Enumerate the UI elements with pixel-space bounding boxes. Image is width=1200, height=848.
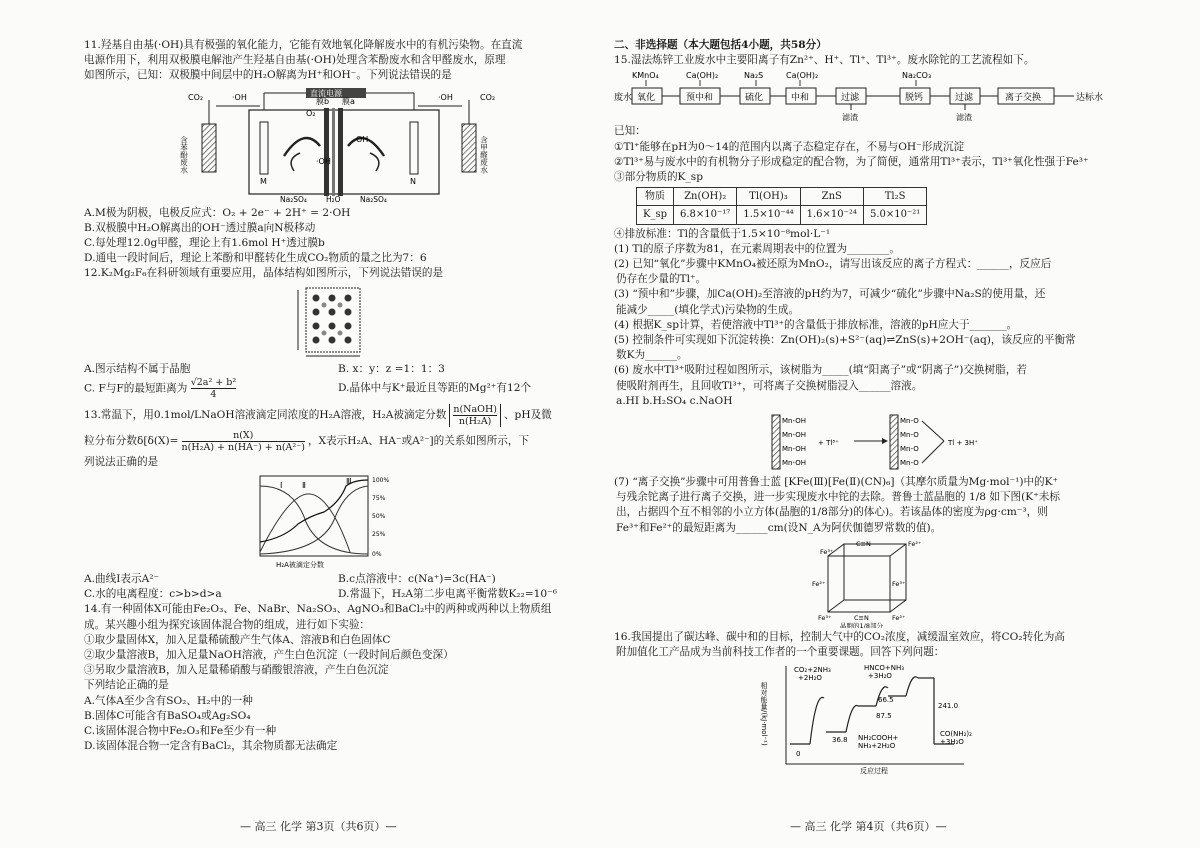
q14 <box>84 602 592 754</box>
state-4b: +3H₂O <box>940 738 964 747</box>
footer-right: — 高三 化学 第4页（共6页）— <box>790 820 947 833</box>
q13-option-b: B.c点溶液中：c(Na⁺)=3c(HA⁻) <box>338 573 496 586</box>
chart-xlabel: H₂A被滴定分数 <box>276 561 324 570</box>
process-flow <box>614 70 1124 122</box>
state-3: NH₂COOH+ <box>858 734 899 743</box>
curve-1 <box>260 486 368 554</box>
oh-left-label: ·OH <box>232 92 247 102</box>
co2-right-label: CO₂ <box>480 92 496 102</box>
resin-right <box>890 415 898 469</box>
q12-stem: 12.K₂Mg₂F₆在科研领域有重要应用，晶体结构如图所示，下列说法错误的是 <box>84 267 444 280</box>
q11-electrolysis-figure <box>84 86 592 204</box>
energy-66-5: 66.5 <box>878 696 894 705</box>
resin-figure <box>614 411 1124 473</box>
right-tick-25: 25% <box>372 531 386 539</box>
q13-frac2-num: n(X) <box>182 430 305 442</box>
formaldehyde-label: 含甲醛废水 <box>479 135 489 174</box>
q15-sub-1: (1) Tl的原子序数为81，在元素周期表中的位置为________。 <box>614 242 900 255</box>
resin-plus-tl: + Tl³⁺ <box>818 439 839 448</box>
q13-frac2-den: n(H₂A) + n(HA⁻) + n(A²⁻) <box>181 442 305 454</box>
phenol-label: 含苯酚废水 <box>179 135 189 174</box>
fe2-bottom-right: Fe²⁺ <box>892 613 906 622</box>
step-filter-1: 过滤 <box>841 93 860 104</box>
curve-3 <box>260 486 368 554</box>
step-ion-exchange: 离子交换 <box>1005 93 1042 104</box>
power-label: 直流电源 <box>310 88 342 98</box>
known-1: ①Tl⁺能够在pH为0～14的范围内以离子态稳定存在，不易与OH⁻形成沉淀 <box>614 140 965 153</box>
q15-sub-4: (4) 根据K_sp计算，若使溶液中Tl³⁺的含量低于排放标准，溶液的pH应大于_______。 <box>614 318 1018 331</box>
q14-line-5: ③另取少量溶液B，加入足量稀硝酸与硝酸银溶液，产生白色沉淀 <box>84 664 389 677</box>
ph-curve <box>260 480 368 542</box>
q15-sub-6b: 使吸附剂再生，且回收Tl³⁺，可将离子交换树脂浸入______溶液。 <box>616 379 923 392</box>
ksp-h2: Tl(OH)₃ <box>737 188 800 206</box>
q15-sub-6-options: a.HI b.H₂SO₄ c.NaOH <box>616 394 733 407</box>
ksp-h4: Tl₂S <box>863 188 926 206</box>
roman-3: Ⅲ <box>346 477 352 487</box>
resin-after-3: Mn-O <box>900 445 919 454</box>
q15-sub-7c: 出，占据四个互不相邻的小立方体(晶胞的1/8部分)的体心)。若该晶体的密度为ρg·cm⁻³，则 <box>616 506 1048 519</box>
q11-stem-3: 如图所示，已知：双极膜中间层中的H₂O解离为H⁺和OH⁻。下列说法错误的是 <box>84 69 452 82</box>
q12-option-c-fraction <box>191 377 236 400</box>
q13-l2-pre: 粒分布分数δ[δ(X)= <box>84 435 179 448</box>
phenol-tank <box>202 124 216 172</box>
flow-end: 达标水 <box>1076 93 1104 104</box>
footer-left: — 高三 化学 第3页（共6页）— <box>240 820 397 833</box>
cube-back <box>844 544 906 600</box>
q13-line3: 列说法正确的是 <box>84 455 159 468</box>
energy-87-5: 87.5 <box>876 712 892 721</box>
ksp-table <box>636 187 927 224</box>
q11-stem-1: 11.羟基自由基(·OH)具有极强的氧化能力，它能有效地氧化降解废水中的有机污染物。在直流 <box>84 39 523 51</box>
ksp-row-label: K_sp <box>637 206 674 224</box>
ksp-v3: 1.6×10⁻²⁴ <box>800 206 863 224</box>
q15-stem: 15.湿法炼锌工业废水中主要阳离子有Zn²⁺、H⁺、Tl⁺、Tl³⁺。废水除铊的工艺流程如下。 <box>614 54 1035 67</box>
fe2-top-right: Fe²⁺ <box>908 539 922 548</box>
step-filter-2: 过滤 <box>955 93 974 104</box>
q11 <box>84 38 592 266</box>
resin-group-4: Mn-OH <box>782 459 806 468</box>
state-4: CO(NH₂)₂ <box>940 730 972 739</box>
state-1: CO₂+2NH₃ <box>794 666 831 675</box>
q14-line-1: 14.有一种固体X可能由Fe₂O₃、Fe、NaBr、Na₂SO₃、AgNO₃和BaCl₂中的两种或两种以上物质组 <box>84 603 552 616</box>
q13-option-a: A.曲线Ⅰ表示A²⁻ <box>84 573 160 586</box>
resin-adsorption <box>614 411 1124 473</box>
roman-1: Ⅰ <box>280 481 283 491</box>
known-2: ②Tl³⁺易与废水中的有机物分子形成稳定的配合物，为了简便，通常用Tl³⁺表示，Tl³⁺氧化性强于Fe³⁺ <box>614 155 1089 168</box>
membrane-a <box>338 108 343 196</box>
energy-0: 0 <box>796 750 801 759</box>
cn-top: C≡N <box>856 539 871 548</box>
q13-options-row2 <box>84 587 592 602</box>
q13-titration-fraction <box>449 404 501 427</box>
step-decalcify: 脱钙 <box>905 93 924 104</box>
left-arrow <box>284 138 320 156</box>
q11-option-c: C.每处理12.0g甲醛，理论上有1.6mol H⁺透过膜b <box>84 237 325 250</box>
ksp-v1: 6.8×10⁻¹⁷ <box>674 206 737 224</box>
na2so4-left-label: Na₂SO₄ <box>280 194 307 204</box>
q14-line-4: ②取少量溶液B，加入足量NaOH溶液，产生白色沉淀（一段时间后颜色变深） <box>84 649 454 662</box>
q15-sub-2: (2) 已知“氧化”步骤中KMnO₄被还原为MnO₂，请写出该反应的离子方程式：______，反应后 <box>614 258 1052 271</box>
h2o-label: H₂O <box>326 194 341 204</box>
na2so4-right-label: Na₂SO₄ <box>360 194 387 204</box>
reagent-na2co3: Na₂CO₃ <box>902 71 932 81</box>
q12-option-c-denominator: 4 <box>210 389 217 401</box>
q13 <box>84 403 592 603</box>
resin-left <box>772 415 780 469</box>
q15-sub-7a: (7) “离子交换”步骤中可用普鲁士蓝 [KFe(Ⅲ)[Fe(Ⅱ)(CN)₆]（其摩尔质量为Mg·mol⁻¹)中的K⁺ <box>614 476 1059 489</box>
q12-option-c <box>84 377 338 400</box>
q12-option-d: D.晶体中与K⁺最近且等距的Mg²⁺有12个 <box>338 382 532 395</box>
q16-line-2: 附加值化工产品成为当前科技工作者的一个重要课题。回答下列问题： <box>616 646 945 659</box>
prussian-blue-cube <box>614 538 1124 628</box>
step-neutralize: 中和 <box>791 93 810 104</box>
q14-option-c: C.该固体混合物中Fe₂O₃和Fe至少有一种 <box>84 725 277 738</box>
q11-option-d: D.通电一段时间后，理论上苯酚和甲醛转化生成CO₂物质的量之比为7：6 <box>84 252 427 265</box>
q13-distribution-fraction <box>182 430 305 453</box>
q12-options-row2 <box>84 377 592 401</box>
right-tick-75: 75% <box>372 495 386 503</box>
o2-label: O₂ <box>306 108 316 118</box>
q11-option-b: B.双极膜中H₂O解离出的OH⁻透过膜a向N极移动 <box>84 221 316 234</box>
q13-frac1-num: n(NaOH) <box>453 404 497 416</box>
ksp-value-row <box>637 206 927 224</box>
ksp-v4: 5.0×10⁻²¹ <box>863 206 926 224</box>
q11-stem-2: 电源作用下，利用双极膜电解池产生羟基自由基(·OH)处理含苯酚废水和含甲醛废水，原理 <box>84 54 506 67</box>
q13-line2 <box>84 429 592 455</box>
fe3-top-left: Fe³⁺ <box>820 547 834 556</box>
resin-product: Tl + 3H⁺ <box>948 439 978 448</box>
n-label: N <box>410 176 416 186</box>
fe2-left: Fe²⁺ <box>812 579 826 588</box>
q12-option-b: B. x：y：z =1：1：3 <box>338 362 445 375</box>
right-tick-100: 100% <box>372 477 390 485</box>
oh-right-label: ·OH <box>438 92 453 102</box>
state-2: HNCO+NH₃ <box>864 664 905 673</box>
known-3: ③部分物质的K_sp <box>614 171 703 184</box>
right-tick-50: 50% <box>372 513 386 521</box>
q16-line-1: 16.我国提出了碳达峰、碳中和的目标，控制大气中的CO₂浓度，减缓温室效应，将CO₂转化为高 <box>614 630 1065 643</box>
ksp-v2: 1.5×10⁻⁴⁴ <box>737 206 800 224</box>
q15-sub-5b: 数K为______。 <box>616 349 688 362</box>
crystal-structure <box>84 284 592 360</box>
roman-2: Ⅱ <box>302 481 306 491</box>
q12-option-c-numerator: √2a² + b² <box>190 377 237 389</box>
electrode-m <box>260 122 268 174</box>
energy-figure <box>614 662 1124 774</box>
resin-after-2: Mn-O <box>900 431 919 440</box>
q13-line1 <box>84 403 592 429</box>
q15-sub-3: (3) “预中和”步骤，加Ca(OH)₂至溶液的pH约为7，可减少“硫化”步骤中Na₂S的使用量，还 <box>614 288 1046 301</box>
resin-after-1: Mn-O <box>900 417 919 426</box>
q14-line-2: 成。某兴趣小组为探究该固体混合物的组成，进行如下实验： <box>84 618 371 631</box>
fe3-right: Fe³⁺ <box>892 579 906 588</box>
residue-2: 滤渣 <box>956 113 972 123</box>
oh-mid-label: ·OH <box>316 156 331 166</box>
q14-option-a: A.气体A至少含有SO₂、H₂中的一种 <box>84 694 253 707</box>
q15-sub-5: (5) 控制条件可实现如下沉淀转换：Zn(OH)₂(s)+S²⁻(aq)⇌ZnS(s)+2OH⁻(aq)，该反应的平衡常 <box>614 334 1076 347</box>
state-1b: +2H₂O <box>798 674 822 683</box>
q11-option-a: A.M极为阴极，电极反应式：O₂ + 2e⁻ + 2H⁺ = 2·OH <box>84 206 351 219</box>
q14-option-d: D.该固体混合物一定含有BaCl₂，其余物质都无法确定 <box>84 740 338 753</box>
energy-ylabel: 相对能量/(kJ·mol⁻¹) <box>760 682 768 746</box>
formaldehyde-tank <box>462 124 476 172</box>
q15-flowchart <box>614 70 1124 122</box>
ksp-h0: 物质 <box>637 188 674 206</box>
cube-figure <box>614 538 1124 628</box>
membrane-a-label: 膜a <box>342 96 355 106</box>
step-sulfidation: 硫化 <box>745 93 764 104</box>
co2-left-label: CO₂ <box>188 92 204 102</box>
q13-option-c: C.水的电离程度：c>b>d>a <box>84 588 222 601</box>
energy-36-8: 36.8 <box>832 736 848 745</box>
q15-sub-3b: 能减少_____(填化学式)污染物的生成。 <box>616 303 800 316</box>
resin-after-4: Mn-O <box>900 459 919 468</box>
curve-2 <box>260 494 350 552</box>
electrolysis-diagram <box>84 86 592 204</box>
step-preneutralize: 预中和 <box>686 93 714 104</box>
energy-xlabel: 反应过程 <box>860 767 888 775</box>
ksp-header-row <box>637 188 927 206</box>
oh-minus-label: OH <box>356 134 369 144</box>
membrane-b <box>324 108 329 196</box>
q13-l1-post: 、pH及微 <box>503 409 552 422</box>
q13-option-d: D.常温下，H₂A第二步电离平衡常数K₂₂=10⁻⁶ <box>338 588 557 601</box>
cube-front <box>828 556 890 612</box>
right-tick-0: 0% <box>372 551 382 559</box>
q15-sub-7d: Fe³⁺和Fe²⁺的最短距离为______cm(设N_A为阿伏伽德罗常数的值)。 <box>616 521 942 534</box>
q15-line-4: ④排放标准：Tl的含量低于1.5×10⁻⁸mol·L⁻¹ <box>614 227 831 240</box>
q13-chart-figure <box>84 472 592 570</box>
q13-frac1-den: n(H₂A) <box>458 416 492 428</box>
q15-sub-7b: 与残余铊离子进行离子交换，进一步实现废水中铊的去除。普鲁士蓝晶胞的 1/8 如下图(K⁺未标 <box>616 491 1060 504</box>
energy-diagram <box>614 662 1124 774</box>
q15-sub-6: (6) 废水中Tl³⁺吸附过程如图所示，该树脂为_____(填“阳离子”或“阴离子”)交换树脂，若 <box>614 364 1027 377</box>
electrode-n <box>410 122 418 174</box>
q14-option-b: B.固体C可能含有BaSO₄或Ag₂SO₄ <box>84 709 251 722</box>
q13-l2-post: ，X表示H₂A、HA⁻或A²⁻]的关系如图所示，下 <box>307 435 530 448</box>
q12-options-row1 <box>84 362 592 377</box>
reagent-kmno4: KMnO₄ <box>632 71 659 81</box>
right-column <box>614 38 1124 776</box>
q12-option-a: A.图示结构不属于晶胞 <box>84 362 191 375</box>
ksp-h3: ZnS <box>800 188 863 206</box>
q14-line-6: 下列结论正确的是 <box>84 679 169 692</box>
resin-group-1: Mn-OH <box>782 417 806 426</box>
m-label: M <box>260 176 267 186</box>
membrane-b-label: 膜b <box>316 96 330 106</box>
flow-start: 废水 <box>614 93 633 104</box>
q13-l1-pre: 13.常温下，用0.1mol/LNaOH溶液滴定同浓度的H₂A溶液，H₂A被滴定分数 <box>84 409 447 422</box>
q12-option-c-prefix: C. F与F的最短距离为 <box>84 382 188 395</box>
state-3b: NH₃+2H₂O <box>858 742 896 751</box>
step-oxidation: 氧化 <box>637 93 656 104</box>
q13-options-row1 <box>84 572 592 587</box>
reagent-caoh2-1: Ca(OH)₂ <box>686 71 719 81</box>
cn-bottom: C≡N <box>854 613 869 622</box>
q14-line-3: ①取少量固体X，加入足量稀硫酸产生气体A、溶液B和白色固体C <box>84 633 391 646</box>
titration-chart <box>84 472 592 570</box>
resin-group-2: Mn-OH <box>782 431 806 440</box>
state-2b: +3H₂O <box>868 672 892 681</box>
resin-group-3: Mn-OH <box>782 445 806 454</box>
left-column <box>84 38 592 754</box>
reagent-na2s: Na₂S <box>744 71 764 81</box>
q15-sub-2b: 仍存在少量的Tl⁺。 <box>616 273 707 286</box>
q12 <box>84 266 592 400</box>
energy-241: 241.0 <box>938 702 959 711</box>
fe3-bottom-left: Fe³⁺ <box>818 613 832 622</box>
bipolar-layer <box>332 108 335 196</box>
reagent-caoh2-2: Ca(OH)₂ <box>786 71 819 81</box>
known-header: 已知： <box>614 125 646 138</box>
section-title: 二、非选择题（本大题包括4小题，共58分） <box>614 39 827 51</box>
cube-caption: 晶胞的1/8部分 <box>840 621 883 628</box>
ksp-h1: Zn(OH)₂ <box>674 188 737 206</box>
q12-crystal-figure <box>84 284 592 360</box>
residue-1: 滤渣 <box>842 113 858 123</box>
